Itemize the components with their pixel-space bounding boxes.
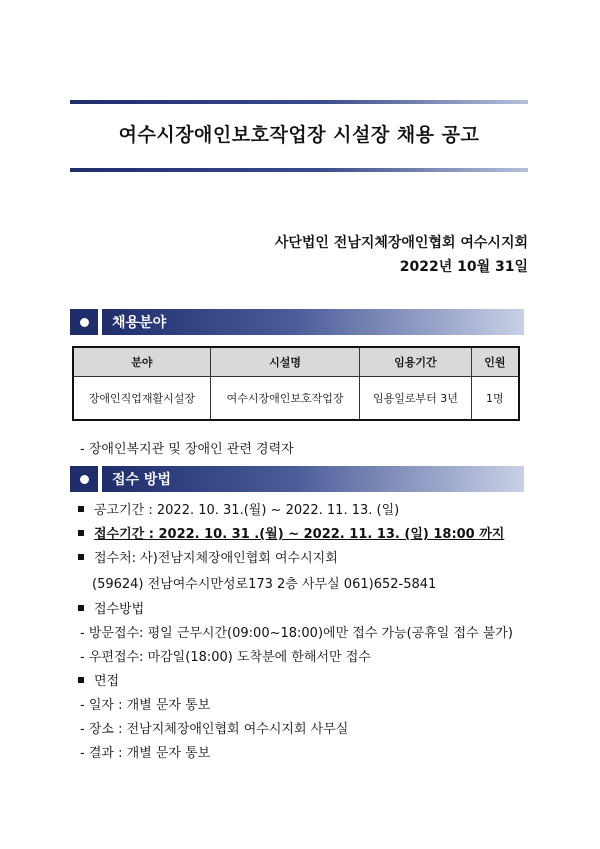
qualification-note: - 장애인복지관 및 장애인 관련 경력자 bbox=[80, 442, 294, 457]
square-bullet-icon bbox=[78, 530, 84, 536]
list-item: - 방문접수: 평일 근무시간(09:00~18:00)에만 접수 가능(공휴일 접수 불가) bbox=[80, 626, 513, 641]
table-cell: 여수시장애인보호작업장 bbox=[210, 377, 359, 421]
section-bullet-icon bbox=[70, 309, 98, 335]
list-item: - 일자 : 개별 문자 통보 bbox=[80, 698, 211, 713]
table-header-row bbox=[73, 347, 519, 377]
square-bullet-icon bbox=[78, 605, 84, 611]
table-cell: 임용일로부터 3년 bbox=[360, 377, 471, 421]
list-item: 접수기간 : 2022. 10. 31 .(월) ~ 2022. 11. 13. (일) 18:00 까지 bbox=[78, 523, 504, 542]
list-item: 면접 bbox=[78, 670, 119, 689]
title-top-rule bbox=[70, 100, 528, 104]
section-title: 접수 방법 bbox=[102, 466, 524, 492]
list-item: 접수처: 사)전남지체장애인협회 여수시지회 bbox=[78, 547, 338, 566]
recruitment-table bbox=[72, 346, 520, 421]
square-bullet-icon bbox=[78, 677, 84, 683]
list-item: - 우편접수: 마감일(18:00) 도착분에 한해서만 접수 bbox=[80, 650, 371, 665]
table-header-cell: 임용기간 bbox=[360, 347, 471, 377]
table-header-cell: 시설명 bbox=[210, 347, 359, 377]
list-item: 공고기간 : 2022. 10. 31.(월) ~ 2022. 11. 13. (일) bbox=[78, 499, 399, 518]
list-item: 접수방법 bbox=[78, 598, 144, 617]
table-cell: 장애인직업재활시설장 bbox=[73, 377, 210, 421]
section-title: 채용분야 bbox=[102, 309, 524, 335]
section-application-method-header bbox=[70, 466, 524, 492]
table-row bbox=[73, 377, 519, 421]
section-bullet-icon bbox=[70, 466, 98, 492]
list-item: (59624) 전남여수시만성로173 2층 사무실 061)652-5841 bbox=[92, 577, 437, 592]
table-header-cell: 인원 bbox=[471, 347, 519, 377]
list-item: - 장소 : 전남지체장애인협회 여수시지회 사무실 bbox=[80, 722, 349, 737]
announcement-date: 2022년 10월 31일 bbox=[399, 259, 528, 275]
section-recruitment-field-header bbox=[70, 309, 524, 335]
list-item: - 결과 : 개별 문자 통보 bbox=[80, 746, 211, 761]
square-bullet-icon bbox=[78, 554, 84, 560]
organization-name: 사단법인 전남지체장애인협회 여수시지회 bbox=[274, 235, 528, 251]
square-bullet-icon bbox=[78, 506, 84, 512]
table-cell: 1명 bbox=[471, 377, 519, 421]
title-bottom-rule bbox=[70, 168, 528, 172]
document-title: 여수시장애인보호작업장 시설장 채용 공고 bbox=[118, 124, 480, 146]
table-header-cell: 분야 bbox=[73, 347, 210, 377]
